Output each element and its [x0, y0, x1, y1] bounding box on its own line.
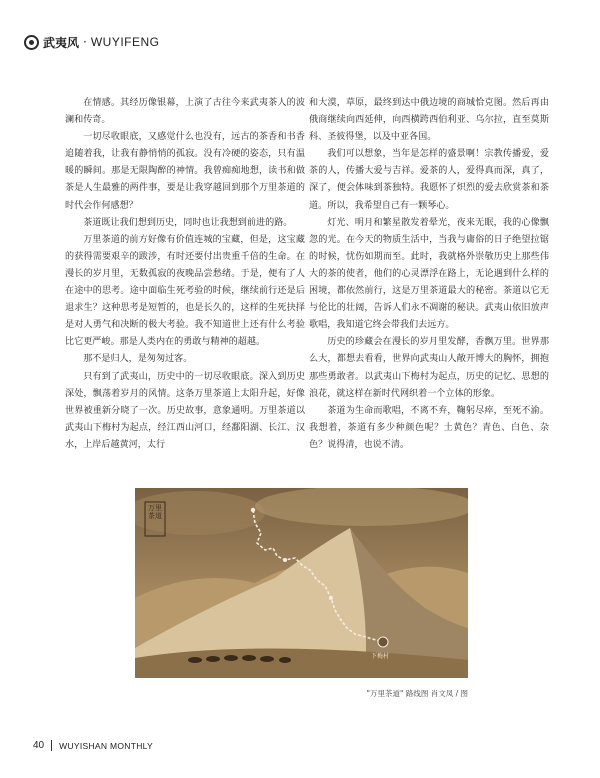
route-node — [251, 508, 255, 512]
paragraph: 灯光、明月和繁星散发着晕光，夜来无眠，我的心像飘忽的光。在今天的物质生活中，当我与庸俗的日子绝望拉锯的时候，忧伤如期而至。此时，我就格外崇敬历史上那些伟大的茶的使者，他们的心灵漂浮在路上，无论遇到什么样的困境，都依然前行，这是万里茶道最大的秘密。茶道以它无与伦比的壮阔，告诉人们永不凋谢的秘诀。武夷山依旧放声歌唱，我知道它终会带我们去远方。 — [309, 217, 549, 331]
paragraph: 茶道既让我们想到历史，同时也让我想到前进的路。 — [83, 217, 293, 228]
desert-route-illustration — [135, 488, 468, 678]
brand-name-en: WUYIFENG — [90, 35, 160, 49]
paragraph: 茶道为生命而歌唱，不离不弃，鞠躬尽瘁，至死不渝。我想着，茶道有多少种颜色呢？土黄色？青色、白色、杂色？说得清，也说不清。 — [309, 405, 549, 450]
right-text-column — [309, 95, 549, 454]
paragraph: 和大漠，草原，最终到达中俄边境的商城恰克图。然后再由俄商继续向西延伸，向西横跨西伯利亚、乌尔拉，直至莫斯科、圣彼得堡，以及中亚各国。 — [309, 98, 549, 143]
tea-route-map-photo — [135, 488, 468, 678]
paragraph: 那不是归人，是匆匆过客。 — [83, 354, 193, 365]
paragraph: 在情感。其经历像银幕，上演了古往今来武夷茶人的波澜和传奇。 — [65, 98, 305, 126]
route-node — [283, 558, 287, 562]
left-text-column — [65, 95, 305, 454]
page-footer — [33, 740, 153, 751]
route-node — [329, 596, 333, 600]
magazine-header — [24, 32, 160, 52]
leaf-circle-icon — [24, 35, 39, 50]
paragraph: 只有到了武夷山，历史中的一切尽收眼底。深入到历史深处，飘荡着岁月的风情。这条万里茶道上太阳升起，好像世界被重新分晓了一次。历史故事，意象通明。万里茶道以武夷山下梅村为起点，经江西山河口，经鄱阳湖、长江、汉水，上岸后越黄河，太行 — [65, 371, 305, 450]
brand-name-cn: 武夷风 — [43, 35, 80, 50]
route-node — [378, 637, 388, 647]
route-endpoint-label: 下梅村 — [371, 653, 390, 660]
paragraph: 万里茶道的前方好像有价值连城的宝藏，但是，这宝藏的获得需要艰辛的跋涉，有时还要付出贵重千倍的生命。在漫长的岁月里，无数孤寂的夜晚品尝愁绪。于是，便有了人在途中的思考。途中面临生死考验的时候，继续前行还是后退求生？这种思考是短暂的，也是长久的，这样的生死抉择是对人勇气和决断的极大考验。我不知道世上还有什么考验比它更严峻。那是人类内在的勇敢与精神的超越。 — [65, 234, 305, 348]
footer-divider — [51, 740, 52, 751]
seal-stamp-text: 万里茶道 — [148, 504, 162, 520]
brand-separator: · — [83, 35, 87, 49]
magazine-name: WUYISHAN MONTHLY — [59, 740, 154, 751]
paragraph: 一切尽收眼底，又感觉什么也没有，远古的茶香和书香追随着我，让我有静悄悄的孤寂。没有冷硬的姿态，只有温暖的瞬间。那是无限陶醉的神情。我曾痴痴地想，读书和做茶是人生最雅的两件事，要是让我穿越回到那个万里茶道的时代会作何感想？ — [65, 132, 305, 211]
figure-caption: "万里茶道" 路线图 肖文凤 / 图 — [366, 689, 468, 698]
paragraph: 历史的珍藏会在漫长的岁月里发酵，香飘万里。世界那么大，都想去看看，世界向武夷山人敞开博大的胸怀，拥抱那些勇敢者。以武夷山下梅村为起点，历史的记忆、思想的浪花，就这样在新时代网织着一个立体的形象。 — [309, 337, 549, 399]
paragraph: 我们可以想象，当年是怎样的盛景啊！宗教传播爱，爱茶的人，传播大爱与吉祥。爱茶的人，爱得真而深，真了，深了，便会体味到茶独特。我愿怀了炽烈的爱去欣赏茶和茶道。所以，我希望自己有一颗琴心。 — [309, 149, 549, 211]
page-number: 40 — [33, 740, 45, 751]
